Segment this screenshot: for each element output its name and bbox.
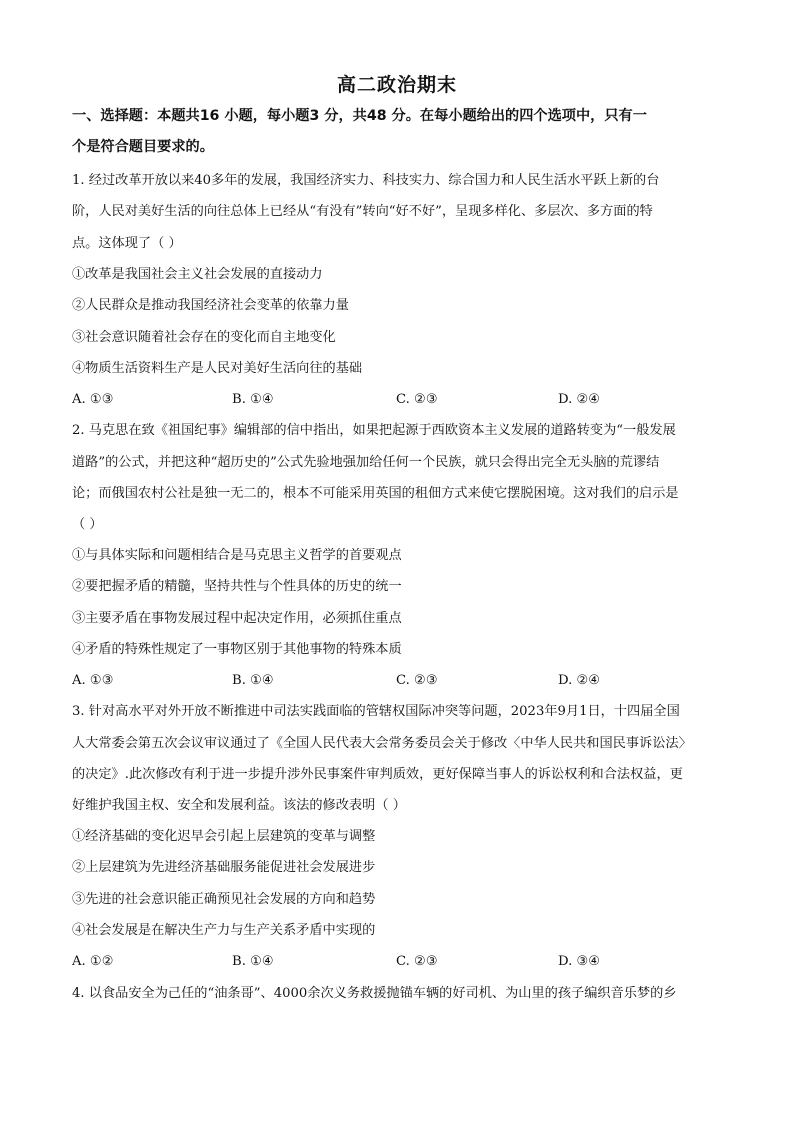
question-2-statement: ①与具体实际和问题相结合是马克思主义哲学的首要观点 (72, 548, 402, 563)
option-d[interactable]: D. ②④ (558, 673, 601, 688)
question-3-text: 人大常委会第五次会议审议通过了《全国人民代表大会常务委员会关于修改〈中华人民共和国民事诉讼法〉 (72, 736, 692, 751)
question-1-options (72, 391, 724, 409)
option-b[interactable]: B. ①④ (232, 392, 274, 407)
question-3-text: 3. 针对高水平对外开放不断推进中司法实践面临的管辖权国际冲突等问题，2023年9月1日，十四届全国 (72, 704, 680, 719)
section-heading-line: 一、选择题：本题共16 小题，每小题3 分，共48 分。在每小题给出的四个选项中，只有一 (72, 108, 647, 124)
question-2-text: 道路”的公式，并把这种“超历史的”公式先验地强加给任何一个民族，就只会得出完全无头脑的荒谬结 (72, 455, 660, 470)
question-1-statement: ③社会意识随着社会存在的变化而自主地变化 (72, 330, 336, 345)
question-2-text: 2. 马克思在致《祖国纪事》编辑部的信中指出，如果把起源于西欧资本主义发展的道路转变为“一般发展 (72, 423, 676, 438)
question-3-text: 的决定》.此次修改有利于进一步提升涉外民事案件审判质效，更好保障当事人的诉讼权利和合法权益，更 (72, 767, 683, 782)
question-3-statement: ④社会发展是在解决生产力与生产关系矛盾中实现的 (72, 923, 376, 938)
section-heading-line: 个是符合题目要求的。 (72, 139, 214, 155)
question-3-text: 好维护我国主权、安全和发展利益。该法的修改表明（ ） (72, 798, 406, 813)
question-3-statement: ②上层建筑为先进经济基础服务能促进社会发展进步 (72, 860, 376, 875)
option-d[interactable]: D. ③④ (558, 954, 601, 969)
question-2-statement: ③主要矛盾在事物发展过程中起决定作用，必须抓住重点 (72, 611, 402, 626)
option-a[interactable]: A. ①③ (72, 673, 114, 688)
option-d[interactable]: D. ②④ (558, 392, 601, 407)
question-1-text: 1. 经过改革开放以来40多年的发展，我国经济实力、科技实力、综合国力和人民生活水平跃上新的台 (72, 173, 660, 188)
page-title: 高二政治期末 (336, 74, 457, 96)
option-b[interactable]: B. ①④ (232, 954, 274, 969)
question-2-statement: ②要把握矛盾的精髓，坚持共性与个性具体的历史的统一 (72, 579, 402, 594)
section-heading (72, 101, 724, 163)
question-3-statement: ③先进的社会意识能正确预见社会发展的方向和趋势 (72, 892, 376, 907)
option-c[interactable]: C. ②③ (396, 954, 438, 969)
question-1-statement: ②人民群众是推动我国经济社会变革的依靠力量 (72, 298, 349, 313)
question-1-text: 阶，人民对美好生活的向往总体上已经从“有没有”转向“好不好”，呈现多样化、多层次、多方面的特 (72, 204, 653, 219)
option-c[interactable]: C. ②③ (396, 673, 438, 688)
question-2-statement: ④矛盾的特殊性规定了一事物区别于其他事物的特殊本质 (72, 642, 402, 657)
question-2-text: 论；而俄国农村公社是独一无二的，根本不可能采用英国的租佃方式来使它摆脱困境。这对我们的启示是 (72, 486, 679, 501)
option-a[interactable]: A. ①② (72, 954, 114, 969)
question-1-text: 点。这体现了（ ） (72, 236, 182, 251)
question-3-statement: ①经济基础的变化迟早会引起上层建筑的变革与调整 (72, 829, 376, 844)
question-2-text: （ ） (72, 517, 103, 532)
question-1-statement: ①改革是我国社会主义社会发展的直接动力 (72, 267, 323, 282)
question-1-statement: ④物质生活资料生产是人民对美好生活向往的基础 (72, 361, 363, 376)
question-3-options (72, 953, 724, 971)
option-c[interactable]: C. ②③ (396, 392, 438, 407)
question-2-options (72, 672, 724, 690)
question-4-text: 4. 以食品安全为己任的“油条哥”、4000余次义务救援抛锚车辆的好司机、为山里的孩子编织音乐梦的乡 (72, 986, 677, 1001)
option-a[interactable]: A. ①③ (72, 392, 114, 407)
option-b[interactable]: B. ①④ (232, 673, 274, 688)
